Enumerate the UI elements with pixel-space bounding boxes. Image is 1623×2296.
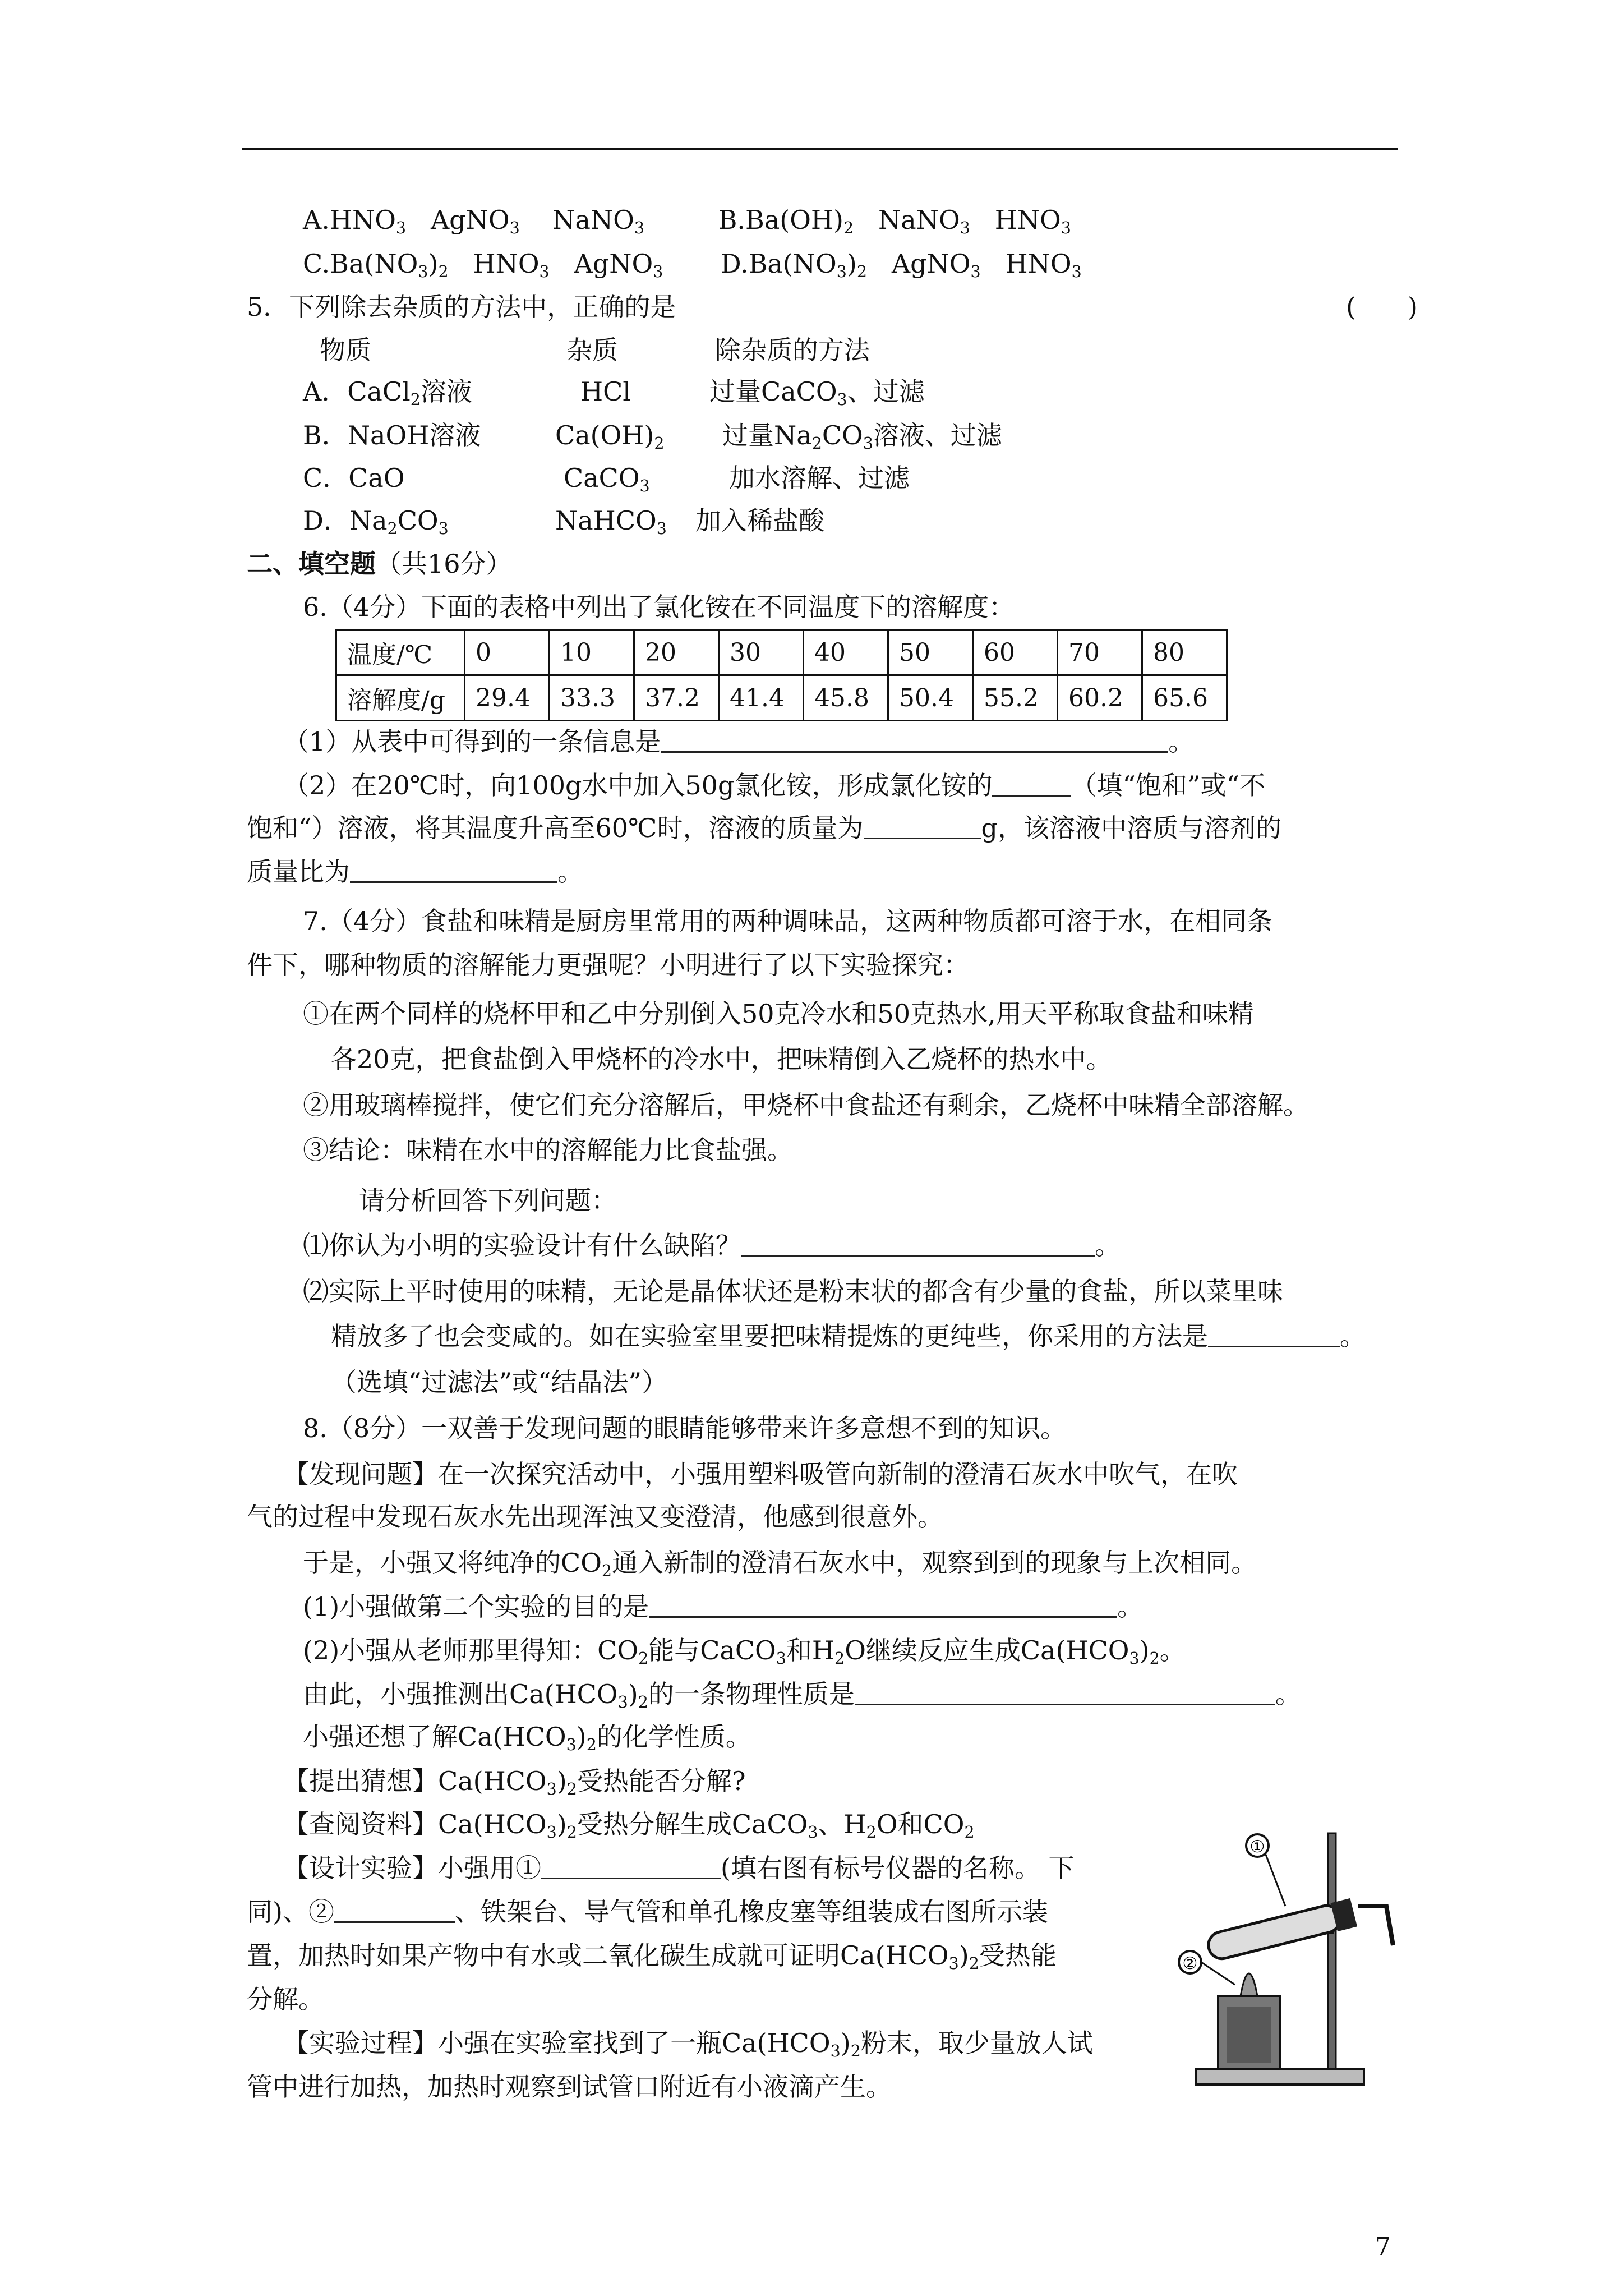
q8-part1-text: (1)小强做第二个实验的目的是 [303, 1591, 649, 1622]
q7-part2-line2 [331, 1319, 1366, 1353]
q8-then: 于是，小强又将纯净的$CO_2$通入新制的澄清石灰水中，观察到到的现象与上次相同。 [303, 1548, 1257, 1580]
q4-options-line1: $A.HNO_3$ AgNO$_3$ NaNO$_3$ $B.Ba(OH)_2$ NaNO$_3$ $HNO_3$ [303, 205, 1071, 237]
q5-option-a-impurity: HCl [580, 376, 631, 407]
header-rule [242, 148, 1398, 150]
stand-rod [1328, 1833, 1336, 2069]
test-tube [1206, 1903, 1343, 1962]
temp-header: 温度/℃ [336, 630, 465, 675]
q5-option-d: D．$Na_2CO_3$ [303, 505, 449, 538]
solubility-cell: 55.2 [973, 675, 1058, 721]
q7-part2-end: 。 [1340, 1321, 1366, 1351]
solubility-cell: 60.2 [1058, 675, 1142, 721]
q5-header-method: 除杂质的方法 [715, 335, 870, 365]
q5-option-b-method: 过量$Na_2CO_3$溶液、过滤 [722, 420, 1002, 453]
q8-design-text-a: 【设计实验】小强用① [283, 1853, 541, 1883]
temp-cell: 50 [888, 630, 973, 675]
q7-part2-line3: （选填“过滤法”或“结晶法”） [331, 1367, 668, 1397]
q4-options-line2: $C.Ba(NO_3)_2$ $HNO_3$ AgNO$_3$ $D.Ba(NO_3)_2$ AgNO$_3$ $HNO_3$ [303, 249, 1082, 281]
q8-design-text-d: 、铁架台、导气管和单孔橡皮塞等组装成右图所示装 [454, 1897, 1048, 1927]
q8-design-line3: 置，加热时如果产物中有水或二氧化碳生成就可证明$Ca(HCO_3)_2$受热能 [247, 1940, 1057, 1973]
figure-label-1: ① [1249, 1837, 1265, 1857]
q6-stem: 6.（4分）下面的表格中列出了氯化铵在不同温度下的溶解度： [303, 592, 1015, 622]
q7-stem-line1: 7.（4分）食盐和味精是厨房里常用的两种调味品，这两种物质都可溶于水，在相同条 [303, 906, 1273, 936]
temp-cell: 30 [719, 630, 804, 675]
q8-infer-end: 。 [1275, 1679, 1301, 1709]
page-number: 7 [1375, 2233, 1391, 2261]
q8-part2: (2)小强从老师那里得知：$CO_2$能与CaCO$_3$和$H_2O$继续反应生成$Ca(HCO_3)_2$。 [303, 1635, 1186, 1668]
temp-cell: 80 [1142, 630, 1227, 675]
q7-part1-end: 。 [1095, 1230, 1121, 1260]
apparatus-figure [1173, 1822, 1424, 2102]
figure-label-2: ② [1182, 1954, 1198, 1973]
solubility-cell: 45.8 [804, 675, 888, 721]
q8-design-text-b: (填右图有标号仪器的名称。 下 [721, 1853, 1075, 1883]
q8-process-line1: 【实验过程】小强在实验室找到了一瓶$Ca(HCO_3)_2$粉末，取少量放人试 [283, 2028, 1093, 2060]
q8-instrument1-blank[interactable] [541, 1853, 721, 1879]
q7-part2-text: 精放多了也会变咸的。如在实验室里要把味精提炼的更纯些，你采用的方法是 [331, 1321, 1208, 1351]
solubility-cell: 37.2 [634, 675, 719, 721]
q5-option-c-method: 加水溶解、过滤 [729, 463, 910, 493]
q6-part2-text-f: 。 [557, 857, 583, 887]
q7-part2-line1: ⑵实际上平时使用的味精，无论是晶体状还是粉末状的都含有少量的食盐，所以菜里味 [303, 1276, 1283, 1306]
temp-cell: 70 [1058, 630, 1142, 675]
q8-stem: 8.（8分）一双善于发现问题的眼睛能够带来许多意想不到的知识。 [303, 1413, 1067, 1443]
q8-infer: 由此，小强推测出$Ca(HCO_3)_2$的一条物理性质是 。 [303, 1679, 1301, 1711]
solubility-cell: 33.3 [550, 675, 634, 721]
q6-mass-blank[interactable] [864, 813, 981, 839]
q5-answer-bracket: ( ) [1346, 292, 1418, 322]
q7-part1-blank[interactable] [741, 1230, 1095, 1257]
q5-header-substance: 物质 [320, 335, 371, 365]
q8-discover-line2: 气的过程中发现石灰水先出现浑浊又变澄清，他感到很意外。 [247, 1502, 943, 1532]
temp-cell: 60 [973, 630, 1058, 675]
q5-option-c: C．CaO [303, 463, 405, 493]
table-row [336, 675, 1227, 721]
q6-part2-line1 [283, 769, 1265, 802]
q8-part1-end: 。 [1117, 1591, 1144, 1622]
temp-cell: 0 [465, 630, 550, 675]
temp-cell: 40 [804, 630, 888, 675]
q5-header-impurity: 杂质 [566, 335, 618, 365]
q6-part2-text-d: g，该溶液中溶质与溶剂的 [981, 813, 1281, 843]
section2-points: （共16分） [376, 549, 512, 579]
q6-part2-line3 [247, 855, 583, 889]
q7-stem-line2: 件下，哪种物质的溶解能力更强呢？小明进行了以下实验探究： [247, 950, 969, 980]
q8-reference: 【查阅资料】$Ca(HCO_3)_2$受热分解生成CaCO$_3$、$H_2O$和$CO_2$ [283, 1809, 975, 1842]
q5-stem: 5．下列除去杂质的方法中，正确的是 [247, 292, 676, 322]
q5-option-b-impurity: $Ca(OH)_2$ [555, 420, 665, 453]
q8-part1 [303, 1590, 1143, 1623]
q6-part2-text-b: （填“饱和”或“不 [1071, 770, 1266, 800]
q7-step3: ③结论：味精在水中的溶解能力比食盐强。 [303, 1135, 793, 1165]
section2-title: 二、填空题 [247, 549, 376, 579]
q5-option-d-method: 加入稀盐酸 [695, 505, 824, 536]
solubility-cell: 29.4 [465, 675, 550, 721]
q7-step2: ②用玻璃棒搅拌，使它们充分溶解后，甲烧杯中食盐还有剩余，乙烧杯中味精全部溶解。 [303, 1090, 1309, 1120]
solubility-table [335, 629, 1228, 721]
q6-part2-text-c: 饱和“）溶液，将其温度升高至60℃时，溶液的质量为 [247, 813, 864, 843]
q6-part1 [283, 725, 1194, 758]
q8-design-text-c: 同)、② [247, 1897, 334, 1927]
temp-cell: 10 [550, 630, 634, 675]
q8-design-line2 [247, 1895, 1048, 1929]
delivery-tube [1358, 1906, 1393, 1945]
q8-purpose-blank[interactable] [649, 1591, 1117, 1618]
q5-option-a-method: 过量CaCO$_3$、过滤 [709, 376, 925, 409]
temp-cell: 20 [634, 630, 719, 675]
solubility-header: 溶解度/g [336, 675, 465, 721]
q5-option-b: B．NaOH溶液 [303, 420, 481, 450]
solubility-cell: 50.4 [888, 675, 973, 721]
q7-method-blank[interactable] [1208, 1321, 1340, 1347]
q5-option-c-impurity: CaCO$_3$ [564, 463, 650, 495]
q8-design-line4: 分解。 [247, 1984, 324, 2014]
q6-ratio-blank[interactable] [350, 857, 557, 883]
q5-option-d-impurity: NaHCO$_3$ [555, 505, 667, 538]
q6-part1-text: （1）从表中可得到的一条信息是 [283, 726, 661, 757]
q6-saturation-blank[interactable] [992, 770, 1071, 797]
q7-step1-line1: ①在两个同样的烧杯甲和乙中分别倒入50克冷水和50克热水,用天平称取食盐和味精 [303, 999, 1254, 1029]
q6-part1-end: 。 [1168, 726, 1195, 757]
table-row [336, 630, 1227, 675]
q6-part1-blank[interactable] [661, 726, 1168, 753]
q8-discover-line1: 【发现问题】在一次探究活动中，小强用塑料吸管向新制的澄清石灰水中吹气，在吹 [283, 1459, 1238, 1489]
section2-heading [247, 547, 512, 581]
q8-hypothesis: 【提出猜想】$Ca(HCO_3)_2$受热能否分解? [283, 1766, 746, 1798]
q7-part1 [303, 1228, 1121, 1262]
q8-property-blank[interactable] [855, 1679, 1275, 1705]
q7-step1-line2: 各20克，把食盐倒入甲烧杯的冷水中，把味精倒入乙烧杯的热水中。 [331, 1044, 1112, 1074]
solubility-cell: 65.6 [1142, 675, 1227, 721]
solubility-cell: 41.4 [719, 675, 804, 721]
q6-part2-text-e: 质量比为 [247, 857, 350, 887]
q7-part1-text: ⑴你认为小明的实验设计有什么缺陷？ [303, 1230, 741, 1260]
q8-process-line2: 管中进行加热，加热时观察到试管口附近有小液滴产生。 [247, 2072, 892, 2102]
lamp-wick-flame [1241, 1973, 1257, 1996]
q6-part2-line2 [247, 811, 1281, 845]
q8-chemistry: 小强还想了解$Ca(HCO_3)_2$的化学性质。 [303, 1722, 751, 1754]
q8-instrument2-blank[interactable] [334, 1897, 455, 1923]
q5-option-a: A．CaCl$_2$溶液 [303, 376, 472, 409]
q7-prompt: 请分析回答下列问题： [359, 1185, 617, 1216]
q8-design-line1 [283, 1851, 1075, 1885]
q6-part2-text-a: （2）在20℃时，向100g水中加入50g氯化铵，形成氯化铵的 [283, 770, 993, 800]
stand-base [1196, 2069, 1364, 2085]
